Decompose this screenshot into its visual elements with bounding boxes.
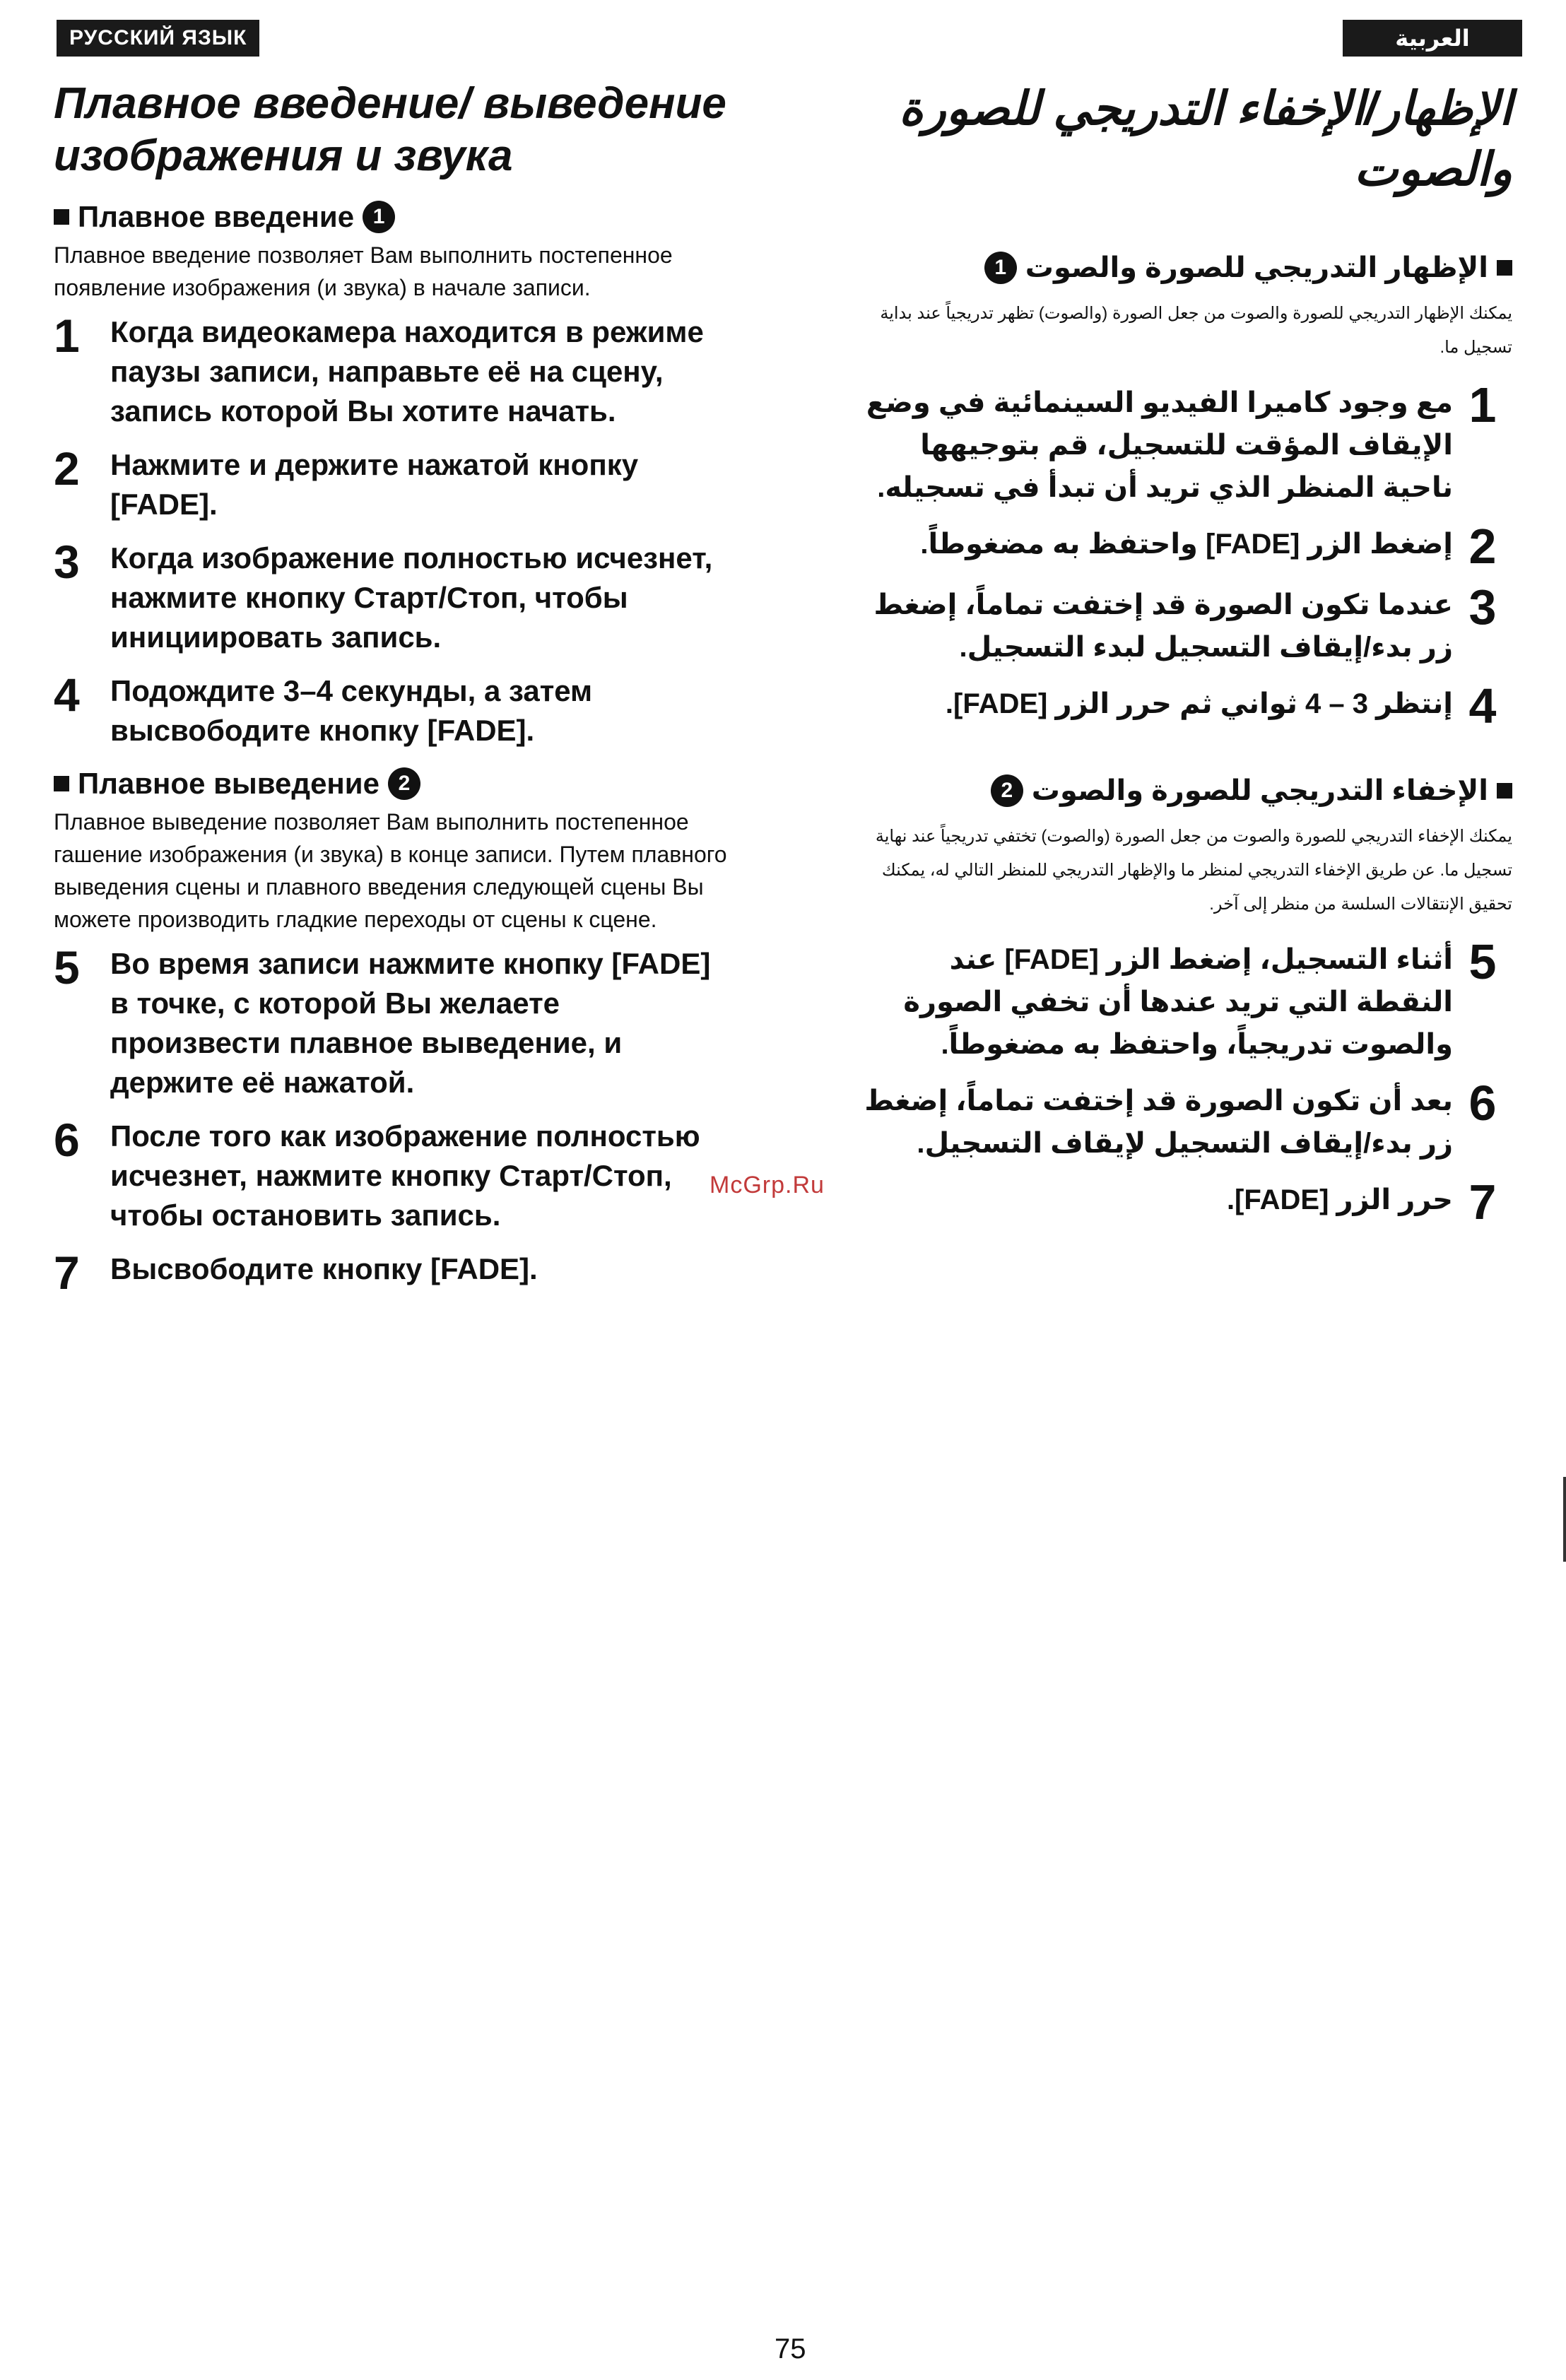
page-number: 75 <box>775 2333 806 2364</box>
step-text: После того как изображение полностью исчезнет, нажмите кнопку Старт/Стоп, чтобы остановить запись. <box>110 1119 700 1232</box>
step-item <box>862 678 1512 734</box>
circled-number-icon: 2 <box>388 767 420 800</box>
step-text: Нажмите и держите нажатой кнопку [FADE]. <box>110 448 639 521</box>
step-item <box>54 1114 732 1235</box>
step-text: Во время записи нажмите кнопку [FADE] в точке, с которой Вы желаете произвести плавное выведение, и держите её нажатой. <box>110 947 711 1099</box>
step-number: 6 <box>1468 1076 1497 1131</box>
subheading-text: Плавное введение <box>78 200 355 233</box>
subheading-fade-out <box>862 772 1512 810</box>
step-item <box>862 1076 1512 1165</box>
step-item <box>54 1247 732 1299</box>
page-title-arabic: الإظهار/الإخفاء التدريجي للصورة والصوت <box>899 82 1512 195</box>
step-number: 6 <box>54 1114 80 1166</box>
step-number: 2 <box>54 442 80 495</box>
step-number: 4 <box>1468 678 1497 734</box>
circled-number-icon: 1 <box>363 201 395 233</box>
page-title-russian: Плавное введение/ выведение изображения и звука <box>54 79 726 180</box>
step-item <box>54 941 732 1102</box>
bullet-square-icon <box>54 209 69 225</box>
step-item <box>862 377 1512 509</box>
step-number: 4 <box>54 668 80 721</box>
step-text: Когда видеокамера находится в режиме паузы записи, направьте её на сцену, запись которой Вы хотите начать. <box>110 315 704 428</box>
step-text: مع وجود كاميرا الفيديو السينمائية في وضع الإيقاف المؤقت للتسجيل، قم بتوجيهها ناحية المنظر الذي تريد أن تبدأ في تسجيله. <box>866 387 1453 503</box>
step-item <box>862 579 1512 668</box>
step-item <box>54 668 732 750</box>
bullet-square-icon <box>1497 260 1512 276</box>
step-text: Высвободите кнопку [FADE]. <box>110 1252 538 1285</box>
description-fade-in: يمكنك الإظهار التدريجي للصورة والصوت من جعل الصورة (والصوت) تظهر تدريجياً عند بداية تسجيل ما. <box>880 304 1512 357</box>
step-number: 3 <box>1468 579 1497 635</box>
step-item <box>862 1174 1512 1230</box>
edge-mark <box>1563 1477 1566 1562</box>
subheading-fade-in <box>862 249 1512 287</box>
subheading-fade-out <box>54 765 732 803</box>
language-tag-arabic: العربية <box>1343 20 1522 57</box>
step-text: أثناء التسجيل، إضغط الزر [FADE] عند النقطة التي تريد عندها أن تخفي الصورة والصوت تدريجياً، واحتفظ به مضغوطاً. <box>903 944 1453 1060</box>
step-text: Подождите 3–4 секунды, а затем высвободите кнопку [FADE]. <box>110 674 593 747</box>
subheading-text: الإظهار التدريجي للصورة والصوت <box>1025 252 1488 283</box>
step-text: إضغط الزر [FADE] واحتفظ به مضغوطاً. <box>920 529 1453 560</box>
step-number: 5 <box>1468 934 1497 989</box>
step-text: حرر الزر [FADE]. <box>1226 1184 1453 1215</box>
step-number: 7 <box>1468 1174 1497 1230</box>
subheading-text: Плавное выведение <box>78 767 379 800</box>
description-fade-out: يمكنك الإخفاء التدريجي للصورة والصوت من جعل الصورة (والصوت) تختفي تدريجياً عند نهاية تسجيل ما. عن طريق الإخفاء التدريجي لمنظر ما والإظهار التدريجي للمنظر التالي له، يمكنك تحقيق الإنتقالات السلسة من منظر إلى آخر. <box>875 827 1512 914</box>
step-text: عندما تكون الصورة قد إختفت تماماً، إضغط زر بدء/إيقاف التسجيل لبدء التسجيل. <box>873 589 1453 663</box>
circled-number-icon: 1 <box>984 252 1017 284</box>
circled-number-icon: 2 <box>991 774 1023 807</box>
step-number: 3 <box>54 536 80 588</box>
step-item <box>862 934 1512 1066</box>
step-item <box>54 312 732 431</box>
watermark-text: McGrp.Ru <box>710 1172 825 1198</box>
step-text: إنتظر 3 – 4 ثواني ثم حرر الزر [FADE]. <box>945 688 1453 719</box>
step-number: 1 <box>54 310 80 362</box>
language-tag-russian: РУССКИЙ ЯЗЫК <box>57 20 259 57</box>
step-number: 7 <box>54 1247 80 1299</box>
step-item <box>54 538 732 657</box>
step-number: 5 <box>54 941 80 994</box>
arabic-column <box>862 78 1512 1239</box>
subheading-text: الإخفاء التدريجي للصورة والصوت <box>1031 775 1488 806</box>
step-item <box>54 442 732 524</box>
subheading-fade-in <box>54 198 732 236</box>
step-number: 2 <box>1468 519 1497 574</box>
bullet-square-icon <box>1497 783 1512 799</box>
bullet-square-icon <box>54 776 69 791</box>
step-text: بعد أن تكون الصورة قد إختفت تماماً، إضغط زر بدء/إيقاف التسجيل لإيقاف التسجيل. <box>864 1085 1453 1159</box>
description-fade-in: Плавное введение позволяет Вам выполнить постепенное появление изображения (и звука) в начале записи. <box>54 242 673 300</box>
description-fade-out: Плавное выведение позволяет Вам выполнить постепенное гашение изображения (и звука) в конце записи. Путем плавного выведения сцены и плавного введения следующей сцены Вы можете производить гладкие переходы от сцены к сцене. <box>54 809 727 932</box>
step-number: 1 <box>1468 377 1497 432</box>
step-item <box>862 519 1512 574</box>
step-text: Когда изображение полностью исчезнет, нажмите кнопку Старт/Стоп, чтобы инициировать запись. <box>110 541 713 654</box>
russian-column <box>54 78 732 1310</box>
